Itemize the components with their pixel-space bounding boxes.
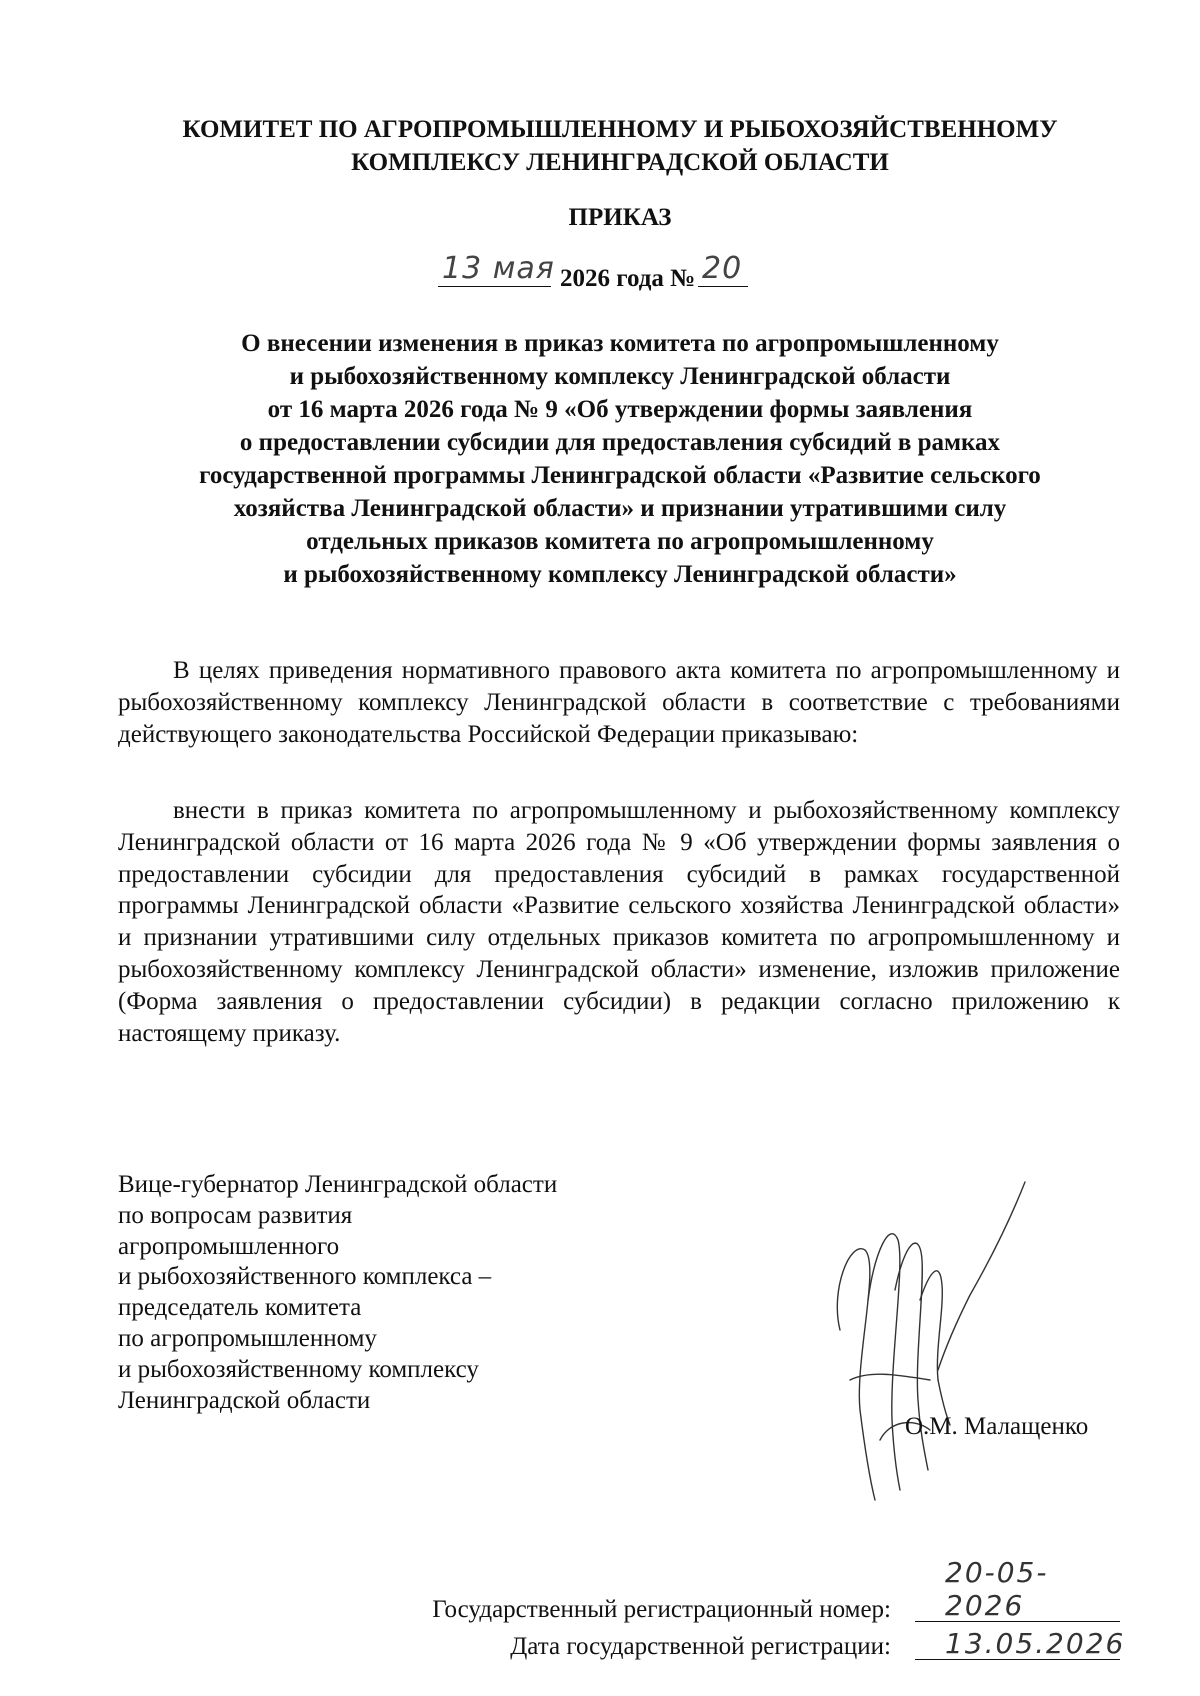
- registration-date-value: 13.05.2026: [945, 1627, 1126, 1660]
- paragraph-text: В целях приведения нормативного правового акта комитета по агропромышленному и рыбохозяйственному комплексу Ленинградской области в соответствие с требованиями действующего законодательства Российской Федерации приказываю:: [118, 657, 1120, 748]
- signatory-position: [118, 1170, 557, 1416]
- position-line: и рыбохозяйственного комплекса –: [118, 1263, 492, 1291]
- position-line: агропромышленного: [118, 1232, 340, 1260]
- signer-name: О.М. Малащенко: [905, 1413, 1089, 1440]
- title-line: о предоставлении субсидии для предоставления субсидий в рамках: [239, 429, 1001, 456]
- title-line: и рыбохозяйственному комплексу Ленинградской области: [289, 363, 951, 390]
- position-line: председатель комитета: [118, 1294, 362, 1322]
- paragraph-text: внести в приказ комитета по агропромышленному и рыбохозяйственному комплексу Ленинградской области от 16 марта 2026 года № 9 «Об утверждении формы заявления о предоставлении субсидии для предоставления субсидий в рамках государственной программы Ленинградской области «Развитие сельского хозяйства Ленинградской области» и признании утратившими силу отдельных приказов комитета по агропромышленному и рыбохозяйственному комплексу Ленинградской области» изменение, изложив приложение (Форма заявления о предоставлении субсидии) в редакции согласно приложению к настоящему приказу.: [118, 797, 1120, 1047]
- title-line: государственной программы Ленинградской области «Развитие сельского: [199, 462, 1041, 489]
- organization-line-1: КОМИТЕТ ПО АГРОПРОМЫШЛЕННОМУ И РЫБОХОЗЯЙСТВЕННОМУ: [182, 116, 1058, 143]
- position-line: Ленинградской области: [118, 1386, 371, 1414]
- registration-number-field: [915, 1556, 1120, 1626]
- body-paragraph-1: [118, 655, 1120, 750]
- registration-number-value: 20-05-2026: [945, 1556, 1049, 1622]
- position-line: по вопросам развития: [118, 1201, 353, 1229]
- document-type: ПРИКАЗ: [568, 204, 672, 231]
- title-line: хозяйства Ленинградской области» и признании утратившими силу: [233, 495, 1007, 522]
- position-line: и рыбохозяйственному комплексу: [118, 1355, 479, 1383]
- organization-line-2: КОМПЛЕКСУ ЛЕНИНГРАДСКОЙ ОБЛАСТИ: [351, 149, 889, 176]
- handwritten-date: 13 мая: [442, 251, 555, 286]
- position-line: Вице-губернатор Ленинградской области: [118, 1171, 558, 1198]
- order-year-text: 2026 года №: [560, 265, 696, 292]
- order-date-line: [438, 251, 838, 299]
- title-line: О внесении изменения в приказ комитета по агропромышленному: [241, 330, 999, 357]
- registration-number-label: Государственный регистрационный номер:: [432, 1596, 891, 1623]
- handwritten-order-number: 20: [702, 251, 743, 286]
- title-line: отдельных приказов комитета по агропромышленному: [306, 528, 934, 555]
- handwritten-signature: [820, 1180, 1040, 1510]
- title-line: от 16 марта 2026 года № 9 «Об утверждении формы заявления: [267, 396, 973, 423]
- position-line: по агропромышленному: [118, 1324, 377, 1352]
- title-line: и рыбохозяйственному комплексу Ленинградской области»: [283, 561, 957, 588]
- date-blank-line: [438, 286, 551, 287]
- body-paragraph-2: [118, 795, 1120, 1049]
- order-title: [0, 327, 1200, 591]
- organization-header: [0, 113, 1200, 179]
- registration-date-field: [915, 1627, 1126, 1664]
- number-blank-line: [698, 286, 748, 287]
- registration-date-label: Дата государственной регистрации:: [510, 1633, 891, 1660]
